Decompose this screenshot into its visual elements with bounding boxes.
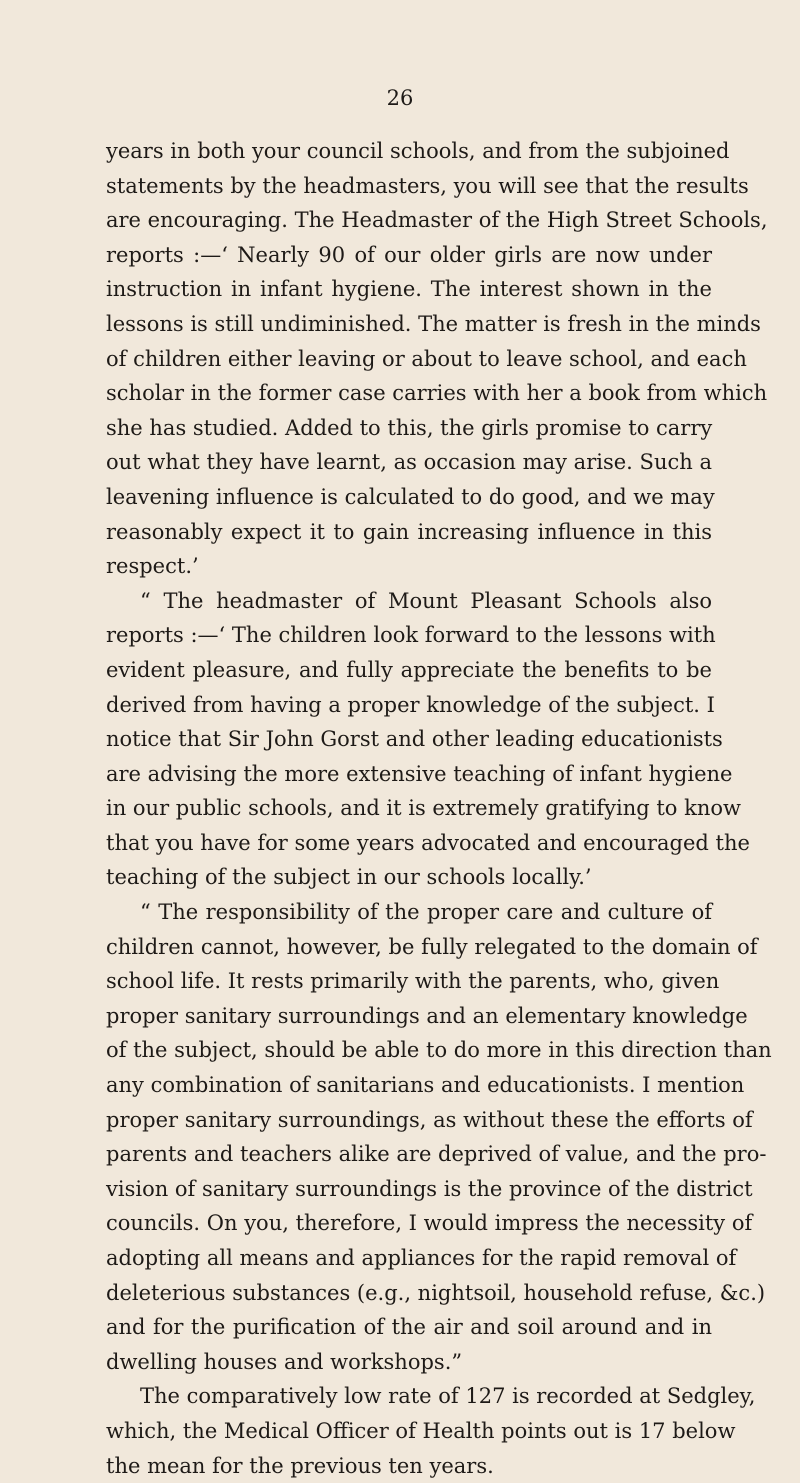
text-line: of the subject, should be able to do more in this direction than <box>106 1038 772 1063</box>
text-line: are encouraging. The Headmaster of the High Street Schools, <box>106 208 768 233</box>
text-line: councils. On you, therefore, I would impress the necessity of <box>106 1211 753 1236</box>
text-line: teaching of the subject in our schools locally.’ <box>106 865 592 890</box>
text-line: “ The responsibility of the proper care and culture of <box>140 900 712 925</box>
text-line: and for the purification of the air and soil around and in <box>106 1315 712 1340</box>
paragraph-4 <box>106 1379 756 1483</box>
text-line: that you have for some years advocated and encouraged the <box>106 830 750 855</box>
text-line: evident pleasure, and fully appreciate the benefits to be <box>106 657 712 682</box>
paragraph-3 <box>106 895 772 1379</box>
page-number: 26 <box>386 86 414 110</box>
text-line: proper sanitary surroundings and an elementary knowledge <box>106 1003 748 1028</box>
text-line: scholar in the former case carries with her a book from which <box>106 381 768 406</box>
text-line: notice that Sir John Gorst and other leading educationists <box>106 727 723 752</box>
body-text <box>106 134 772 1483</box>
paragraph-2 <box>106 584 750 895</box>
text-line: vision of sanitary surroundings is the province of the district <box>106 1176 753 1201</box>
paragraph-1 <box>106 134 768 584</box>
text-line: the mean for the previous ten years. <box>106 1453 494 1478</box>
text-line: reasonably expect it to gain increasing influence in this <box>106 519 712 544</box>
text-line: lessons is still undiminished. The matter is fresh in the minds <box>106 311 761 336</box>
text-line: in our public schools, and it is extremely gratifying to know <box>106 796 741 821</box>
text-line: statements by the headmasters, you will see that the results <box>106 173 749 198</box>
text-line: which, the Medical Officer of Health points out is 17 below <box>106 1418 736 1443</box>
text-line: instruction in infant hygiene. The interest shown in the <box>106 277 712 302</box>
text-line: any combination of sanitarians and educationists. I mention <box>106 1073 745 1098</box>
text-line: “ The headmaster of Mount Pleasant Schools also <box>140 588 712 613</box>
text-line: parents and teachers alike are deprived of value, and the pro- <box>106 1142 767 1167</box>
text-line: The comparatively low rate of 127 is recorded at Sedgley, <box>140 1384 756 1409</box>
text-line: proper sanitary surroundings, as without these the efforts of <box>106 1107 753 1132</box>
text-line: years in both your council schools, and from the subjoined <box>106 139 730 163</box>
text-line: school life. It rests primarily with the parents, who, given <box>106 969 720 994</box>
text-line: out what they have learnt, as occasion may arise. Such a <box>106 450 712 475</box>
text-line: deleterious substances (e.g., nightsoil, household refuse, &c.) <box>106 1280 766 1305</box>
text-line: derived from having a proper knowledge of the subject. I <box>106 692 715 717</box>
text-line: respect.’ <box>106 554 199 579</box>
text-line: are advising the more extensive teaching of infant hygiene <box>106 761 733 786</box>
text-line: of children either leaving or about to leave school, and each <box>106 346 747 371</box>
text-line: adopting all means and appliances for the rapid removal of <box>106 1246 737 1270</box>
text-line: she has studied. Added to this, the girls promise to carry <box>106 415 713 440</box>
text-line: children cannot, however, be fully relegated to the domain of <box>106 934 758 959</box>
text-line: reports :—‘ The children look forward to the lessons with <box>106 623 716 648</box>
text-line: reports :—‘ Nearly 90 of our older girls are now under <box>106 242 712 267</box>
text-line: leavening influence is calculated to do good, and we may <box>106 484 715 509</box>
text-line: dwelling houses and workshops.” <box>106 1349 463 1374</box>
